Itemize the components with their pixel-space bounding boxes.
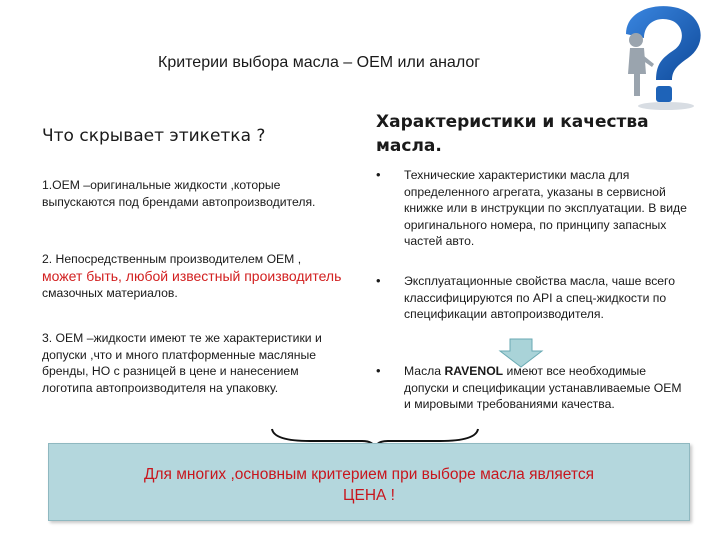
ravenol-item-prefix: Масла (404, 364, 445, 378)
right-heading: Характеристики и качества масла. (376, 112, 649, 156)
bullet-symbol: • (376, 273, 381, 288)
operational-props-item: Эксплуатационные свойства масла, чаше всего классифицируются по API а спец-жидкости по спецификации автопроизводителя. (404, 274, 676, 321)
ravenol-brand: RAVENOL (444, 364, 504, 378)
bullet-symbol: • (376, 167, 381, 182)
price-callout-line2: ЦЕНА ! (343, 487, 395, 504)
oem-producer-text (42, 251, 352, 302)
oem-producer-text-end: смазочных материалов. (42, 286, 178, 300)
price-callout-text (49, 464, 689, 506)
price-callout-box (48, 443, 690, 521)
question-mark-figure-icon (596, 0, 720, 112)
oem-comparison-text: 3. ОЕМ –жидкости имеют те же характеристики и допуски ,что и много платформенные масляные бренды, НО с разницей в цене и нанесением логотипа автопроизводителя на упаковку. (42, 331, 322, 395)
ravenol-item-suffix: имеют все необходимые допуски и спецификации устанавливаемые ОЕМ и мировыми требованиями качества. (404, 364, 682, 411)
tech-specs-item: Технические характеристики масла для определенного агрегата, указаны в сервисной книжке или в инструкции по эксплуатации. В виде оригинального номера, по принципу запасных частей авто. (404, 168, 687, 248)
ravenol-item (404, 363, 689, 413)
slide-title: Критерии выбора масла – ОЕМ или аналог (158, 54, 481, 71)
price-callout-line1: Для многих ,основным критерием при выборе масла является (144, 466, 594, 483)
oem-definition-text: 1.ОЕМ –оригинальные жидкости ,которые выпускаются под брендами автопроизводителя. (42, 178, 316, 209)
left-heading: Что скрывает этикетка ? (42, 126, 266, 146)
bullet-symbol: • (376, 363, 381, 378)
oem-producer-text-start: 2. Непосредственным производителем ОЕМ , (42, 252, 302, 266)
oem-producer-highlight: может быть, любой известный производитель (42, 267, 342, 284)
